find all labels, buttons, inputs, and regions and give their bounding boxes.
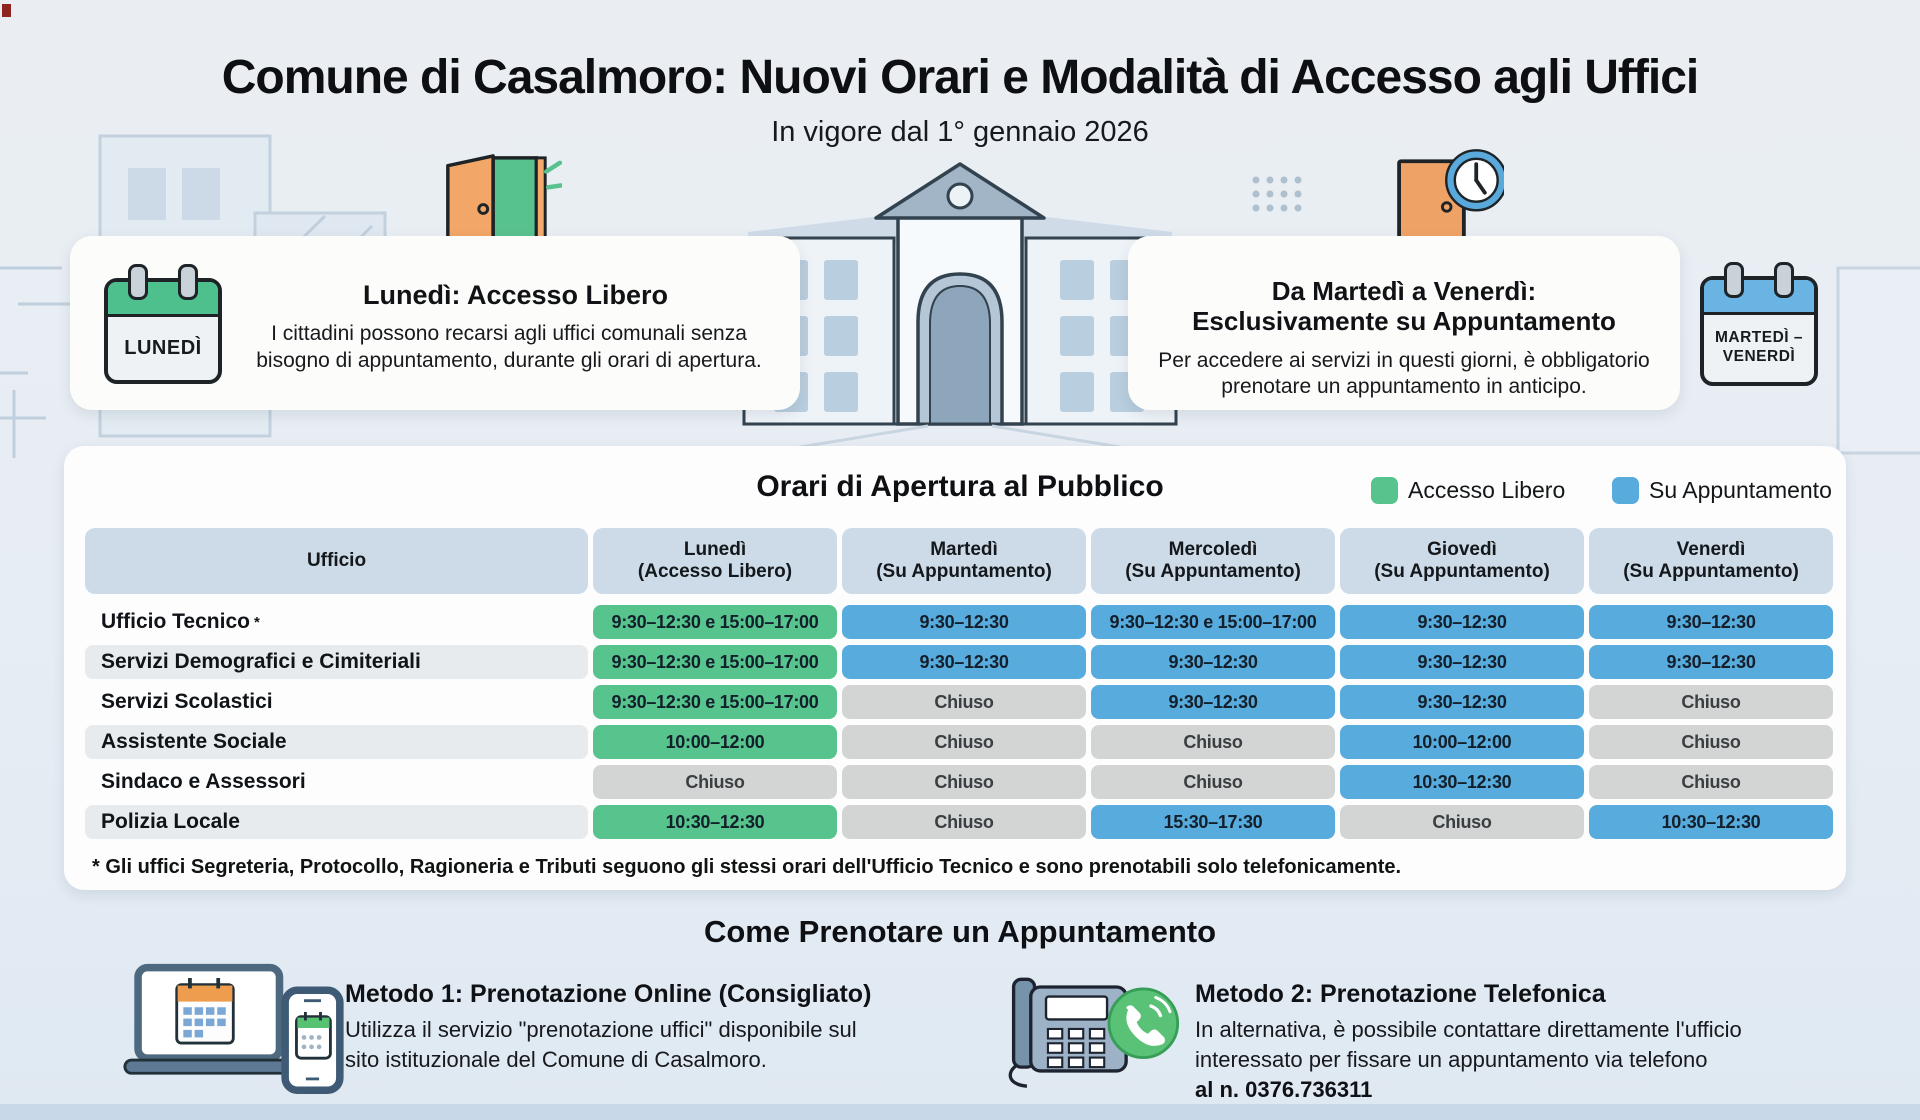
schedule-cell: Chiuso [1091,725,1335,759]
method1-block [345,980,965,1075]
legend-accesso-libero [1371,477,1565,504]
tuefri-card-body: Per accedere ai servizi in questi giorni, è obbligatorio prenotare un appuntamento in anticipo. [1158,349,1650,398]
office-label: Sindaco e Assessori [101,770,306,793]
schedule-cell: 9:30–12:30 e 15:00–17:00 [593,605,837,639]
schedule-cell: Chiuso [842,685,1086,719]
column-header-venerdi: Venerdì (Su Appuntamento) [1589,528,1833,594]
schedule-table [85,528,1833,842]
calendar-tuefri-icon [1700,276,1818,386]
schedule-cell: Chiuso [842,725,1086,759]
column-header-giovedi: Giovedì (Su Appuntamento) [1340,528,1584,594]
monday-access-card [70,236,800,410]
schedule-cell: 9:30–12:30 e 15:00–17:00 [593,685,837,719]
method2-block [1195,980,1815,1103]
calendar-ring [128,264,148,300]
schedule-title: Orari di Apertura al Pubblico [756,470,1164,503]
schedule-cell: 10:30–12:30 [593,805,837,839]
booking-title: Come Prenotare un Appuntamento [703,914,1217,949]
schedule-cell: Chiuso [593,765,837,799]
office-label: Servizi Scolastici [101,690,273,713]
method1-body: Utilizza il servizio "prenotazione uffici" disponibile sul sito istituzionale del Comune di Casalmoro. [345,1017,857,1072]
schedule-cell: 9:30–12:30 [1589,645,1833,679]
calendar-ring [178,264,198,300]
phone-whatsapp-icon [988,966,1188,1090]
calendar-ring [1724,262,1744,298]
monday-card-title: Lunedì: Accesso Libero [362,280,669,310]
tuefri-appointment-card [1128,236,1680,410]
schedule-cell: 9:30–12:30 [1589,605,1833,639]
schedule-cell: Chiuso [842,805,1086,839]
office-label: Servizi Demografici e Cimiteriali [85,645,588,679]
schedule-cell: 9:30–12:30 e 15:00–17:00 [593,645,837,679]
calendar-header [108,282,218,317]
method2-phone-number: al n. 0376.736311 [1195,1077,1373,1102]
schedule-cell: 10:00–12:00 [593,725,837,759]
corner-mark [2,4,11,17]
legend-label: Su Appuntamento [1649,477,1832,503]
schedule-cell: 9:30–12:30 [1340,645,1584,679]
schedule-cell: 9:30–12:30 [842,605,1086,639]
bottom-band [0,1104,1920,1120]
office-label: Ufficio Tecnico * [101,610,260,633]
column-header-mercoledi: Mercoledì (Su Appuntamento) [1091,528,1335,594]
schedule-cell: Chiuso [1091,765,1335,799]
schedule-footnote: * Gli uffici Segreteria, Protocollo, Ragioneria e Tributi seguono gli stessi orari dell'Ufficio Tecnico e sono prenotabili solo telefonicamente. [92,856,1402,878]
schedule-cell: 15:30–17:30 [1091,805,1335,839]
calendar-label: LUNEDÌ [124,336,202,359]
schedule-cell: 9:30–12:30 [1091,645,1335,679]
legend-swatch-free [1371,477,1398,504]
legend-label: Accesso Libero [1408,477,1566,503]
schedule-cell: 9:30–12:30 e 15:00–17:00 [1091,605,1335,639]
schedule-cell: Chiuso [1340,805,1584,839]
tuefri-card-title: Da Martedì a Venerdì: Esclusivamente su Appuntamento [1192,276,1616,336]
schedule-cell: 10:00–12:00 [1340,725,1584,759]
calendar-ring [1774,262,1794,298]
schedule-cell: 10:30–12:30 [1589,805,1833,839]
schedule-cell: 10:30–12:30 [1340,765,1584,799]
schedule-cell: 9:30–12:30 [842,645,1086,679]
clock-icon [1446,150,1504,210]
column-header-ufficio: Ufficio [85,528,588,594]
office-label: Polizia Locale [85,805,588,839]
monday-card-body: I cittadini possono recarsi agli uffici comunali senza bisogno di appuntamento, durante gli orari di apertura. [256,322,762,372]
schedule-cell: 9:30–12:30 [1340,605,1584,639]
method2-title: Metodo 2: Prenotazione Telefonica [1195,980,1606,1008]
page-title: Comune di Casalmoro: Nuovi Orari e Modalità di Accesso agli Uffici [221,51,1699,104]
office-label: Assistente Sociale [85,725,588,759]
legend-swatch-appt [1612,477,1639,504]
column-header-lunedi: Lunedì (Accesso Libero) [593,528,837,594]
schedule-cell: Chiuso [842,765,1086,799]
calendar-monday-icon [104,278,222,384]
page-subtitle: In vigore dal 1° gennaio 2026 [771,116,1149,148]
legend-su-appuntamento [1612,477,1832,504]
schedule-cell: Chiuso [1589,765,1833,799]
schedule-cell: 9:30–12:30 [1091,685,1335,719]
method2-body: In alternativa, è possibile contattare direttamente l'ufficio interessato per fissare un appuntamento via telefono [1195,1017,1742,1072]
calendar-header [1704,280,1814,315]
method1-title: Metodo 1: Prenotazione Online (Consigliato) [345,980,872,1008]
schedule-cell: 9:30–12:30 [1340,685,1584,719]
calendar-label: MARTEDÌ – VENERDÌ [1714,329,1804,365]
schedule-cell: Chiuso [1589,685,1833,719]
column-header-martedi: Martedì (Su Appuntamento) [842,528,1086,594]
laptop-phone-icon [122,962,354,1094]
schedule-cell: Chiuso [1589,725,1833,759]
whatsapp-icon [1109,989,1178,1058]
